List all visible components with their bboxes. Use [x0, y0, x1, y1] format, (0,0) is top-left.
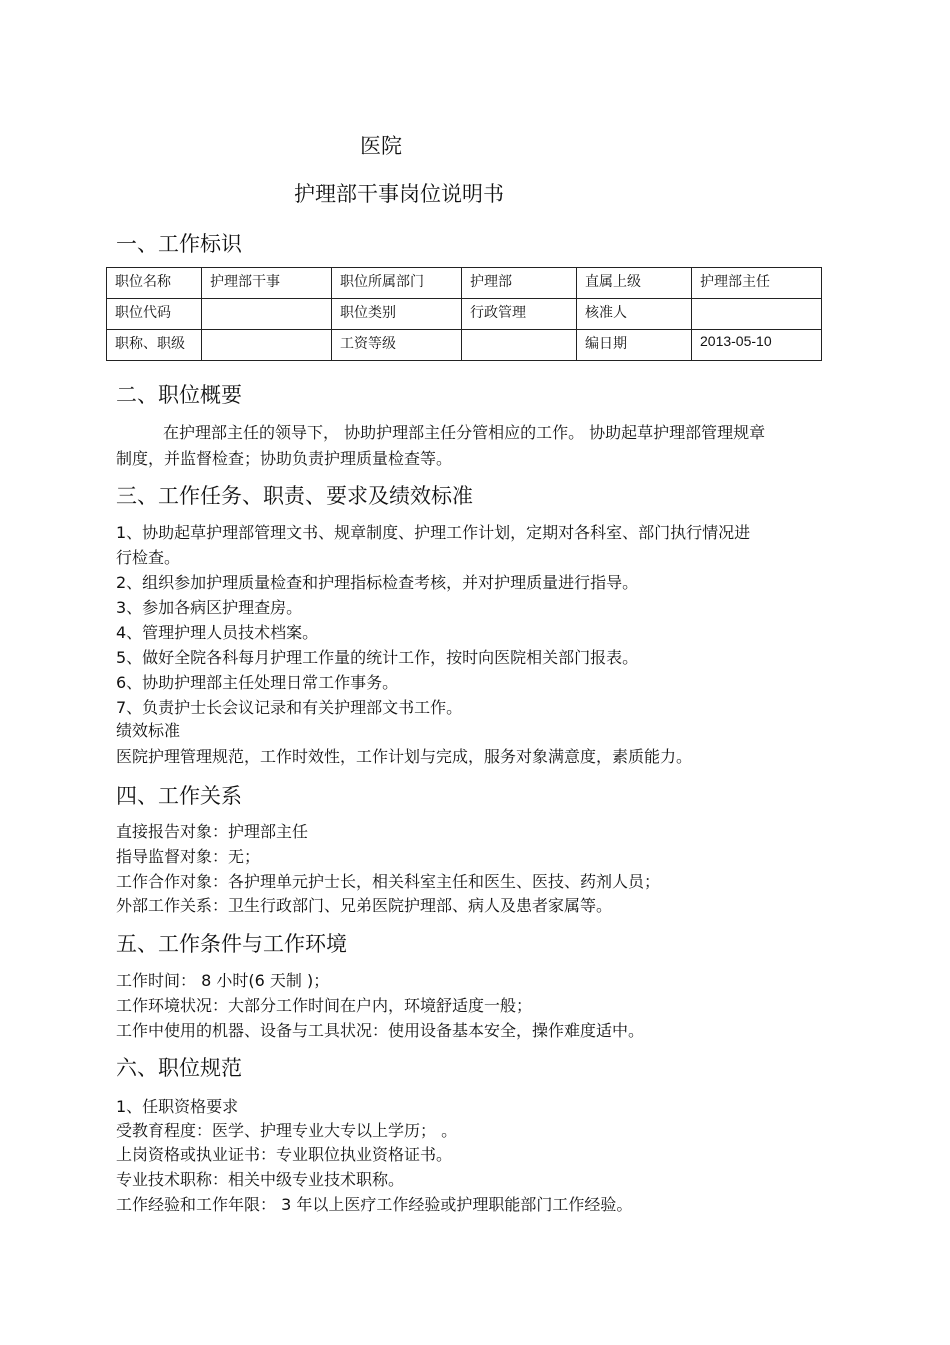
summary-line-2: 制度，并监督检查；协助负责护理质量检查等。	[116, 449, 453, 468]
table-cell: 核准人	[577, 299, 692, 330]
table-cell: 职称、职级	[107, 330, 202, 361]
table-cell: 行政管理	[462, 299, 577, 330]
duty-item: 行检查。	[116, 548, 181, 567]
spec-line: 专业技术职称：相关中级专业技术职称。	[116, 1170, 405, 1189]
table-row	[107, 268, 822, 299]
spec-line: 上岗资格或执业证书：专业职位执业资格证书。	[116, 1145, 453, 1164]
section-6-heading: 六、职位规范	[116, 1056, 242, 1080]
table-cell	[202, 299, 332, 330]
table-cell	[692, 299, 822, 330]
table-cell: 职位名称	[107, 268, 202, 299]
relation-line: 外部工作关系：卫生行政部门、兄弟医院护理部、病人及患者家属等。	[116, 896, 613, 915]
table-cell: 编日期	[577, 330, 692, 361]
spec-line: 工作经验和工作年限： 3 年以上医疗工作经验或护理职能部门工作经验。	[116, 1195, 633, 1214]
section-5-heading: 五、工作条件与工作环境	[116, 932, 347, 956]
duty-item: 4、管理护理人员技术档案。	[116, 623, 319, 642]
table-cell: 护理部主任	[692, 268, 822, 299]
duty-item: 6、协助护理部主任处理日常工作事务。	[116, 673, 399, 692]
table-cell	[462, 330, 577, 361]
table-cell: 职位所属部门	[332, 268, 462, 299]
condition-line: 工作环境状况：大部分工作时间在户内，环境舒适度一般；	[116, 996, 533, 1015]
table-cell-date: 2013-05-10	[692, 330, 822, 361]
document-title: 护理部干事岗位说明书	[294, 182, 504, 206]
table-cell: 直属上级	[577, 268, 692, 299]
table-cell: 护理部	[462, 268, 577, 299]
table-cell: 工资等级	[332, 330, 462, 361]
relation-line: 直接报告对象：护理部主任	[116, 822, 309, 841]
duty-item: 2、组织参加护理质量检查和护理指标检查考核，并对护理质量进行指导。	[116, 573, 639, 592]
job-identification-table	[106, 267, 822, 361]
table-cell	[202, 330, 332, 361]
table-cell: 护理部干事	[202, 268, 332, 299]
duty-item: 5、做好全院各科每月护理工作量的统计工作，按时向医院相关部门报表。	[116, 648, 639, 667]
spec-line: 1、任职资格要求	[116, 1097, 239, 1116]
spec-line: 受教育程度：医学、护理专业大专以上学历； 。	[116, 1121, 458, 1140]
table-cell: 职位代码	[107, 299, 202, 330]
relation-line: 指导监督对象：无；	[116, 847, 261, 866]
performance-text: 医院护理管理规范，工作时效性，工作计划与完成，服务对象满意度，素质能力。	[116, 747, 693, 766]
section-1-heading: 一、工作标识	[116, 232, 242, 256]
table-row	[107, 299, 822, 330]
condition-line: 工作时间： 8 小时(6 天制 )；	[116, 971, 330, 990]
duty-item: 7、负责护士长会议记录和有关护理部文书工作。	[116, 698, 463, 717]
hospital-name: 医院	[360, 134, 402, 158]
duty-item: 3、参加各病区护理查房。	[116, 598, 303, 617]
table-cell: 职位类别	[332, 299, 462, 330]
section-4-heading: 四、工作关系	[116, 784, 242, 808]
relation-line: 工作合作对象：各护理单元护士长，相关科室主任和医生、医技、药剂人员；	[116, 872, 661, 891]
table-row	[107, 330, 822, 361]
duty-item: 1、协助起草护理部管理文书、规章制度、护理工作计划，定期对各科室、部门执行情况进	[116, 523, 751, 542]
section-3-heading: 三、工作任务、职责、要求及绩效标准	[116, 484, 473, 508]
condition-line: 工作中使用的机器、设备与工具状况：使用设备基本安全，操作难度适中。	[116, 1021, 645, 1040]
section-2-heading: 二、职位概要	[116, 383, 242, 407]
performance-label: 绩效标准	[116, 721, 181, 740]
summary-line-1: 在护理部主任的领导下， 协助护理部主任分管相应的工作。 协助起草护理部管理规章	[163, 423, 766, 442]
